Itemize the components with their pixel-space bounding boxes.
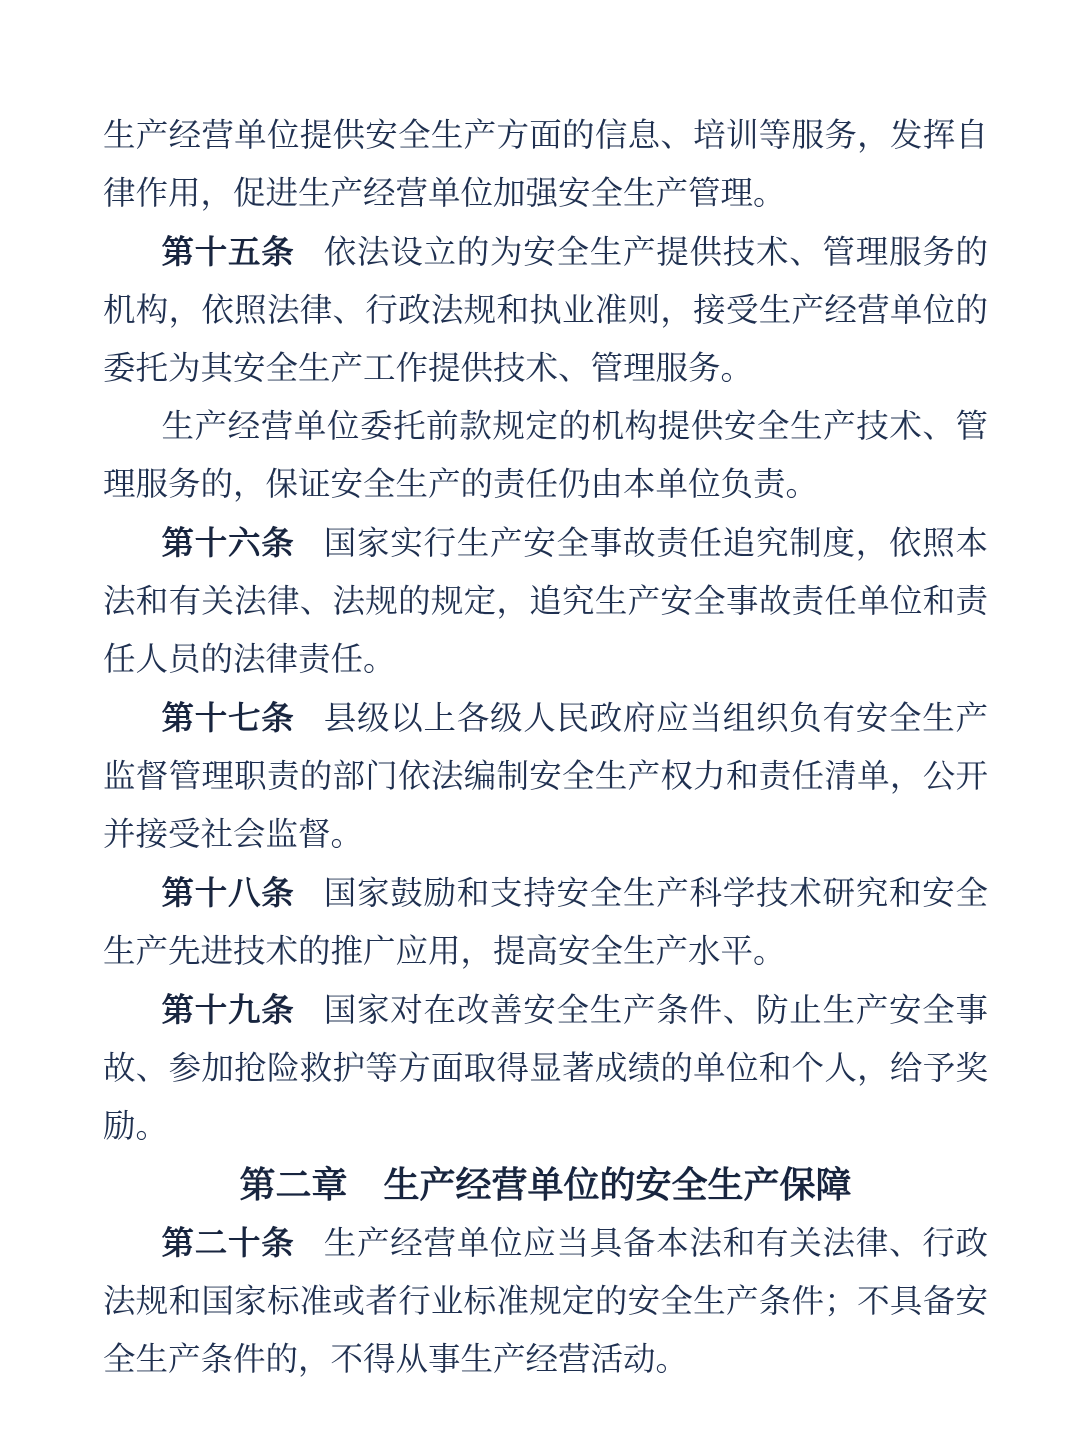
article-text: 国家鼓励和支持安全生产科学技术研究和安全生产先进技术的推广应用，提高安全生产水平。 (103, 876, 988, 970)
article-number: 第十五条 (161, 234, 295, 270)
article-15-paragraph-2 (103, 398, 988, 514)
article-number: 第十六条 (161, 525, 295, 561)
article-17-paragraph (103, 689, 988, 864)
article-15-paragraph (103, 223, 988, 398)
article-16-paragraph (103, 514, 988, 689)
article-number: 第十八条 (161, 875, 295, 911)
text-block (103, 107, 988, 1389)
article-text: 生产经营单位应当具备本法和有关法律、行政法规和国家标准或者行业标准规定的安全生产条件；不具备安全生产条件的，不得从事生产经营活动。 (103, 1226, 988, 1378)
chapter-title: 生产经营单位的安全生产保障 (383, 1164, 852, 1205)
article-number: 第二十条 (161, 1225, 295, 1261)
chapter-number: 第二章 (239, 1164, 348, 1205)
article-19-paragraph (103, 981, 988, 1156)
paragraph-continuation (103, 107, 988, 223)
article-text: 国家实行生产安全事故责任追究制度，依照本法和有关法律、法规的规定，追究生产安全事故责任单位和责任人员的法律责任。 (103, 526, 988, 678)
paragraph-text: 生产经营单位委托前款规定的机构提供安全生产技术、管理服务的，保证安全生产的责任仍由本单位负责。 (103, 409, 988, 503)
article-20-paragraph (103, 1214, 988, 1389)
article-number: 第十七条 (161, 700, 295, 736)
article-text: 国家对在改善安全生产条件、防止生产安全事故、参加抢险救护等方面取得显著成绩的单位和个人，给予奖励。 (103, 993, 988, 1145)
article-text: 依法设立的为安全生产提供技术、管理服务的机构，依照法律、行政法规和执业准则，接受生产经营单位的委托为其安全生产工作提供技术、管理服务。 (103, 235, 988, 387)
article-number: 第十九条 (161, 992, 295, 1028)
article-18-paragraph (103, 864, 988, 981)
chapter-heading (103, 1156, 988, 1214)
paragraph-text: 生产经营单位提供安全生产方面的信息、培训等服务，发挥自律作用，促进生产经营单位加强安全生产管理。 (103, 118, 988, 212)
article-text: 县级以上各级人民政府应当组织负有安全生产监督管理职责的部门依法编制安全生产权力和责任清单，公开并接受社会监督。 (103, 701, 988, 853)
